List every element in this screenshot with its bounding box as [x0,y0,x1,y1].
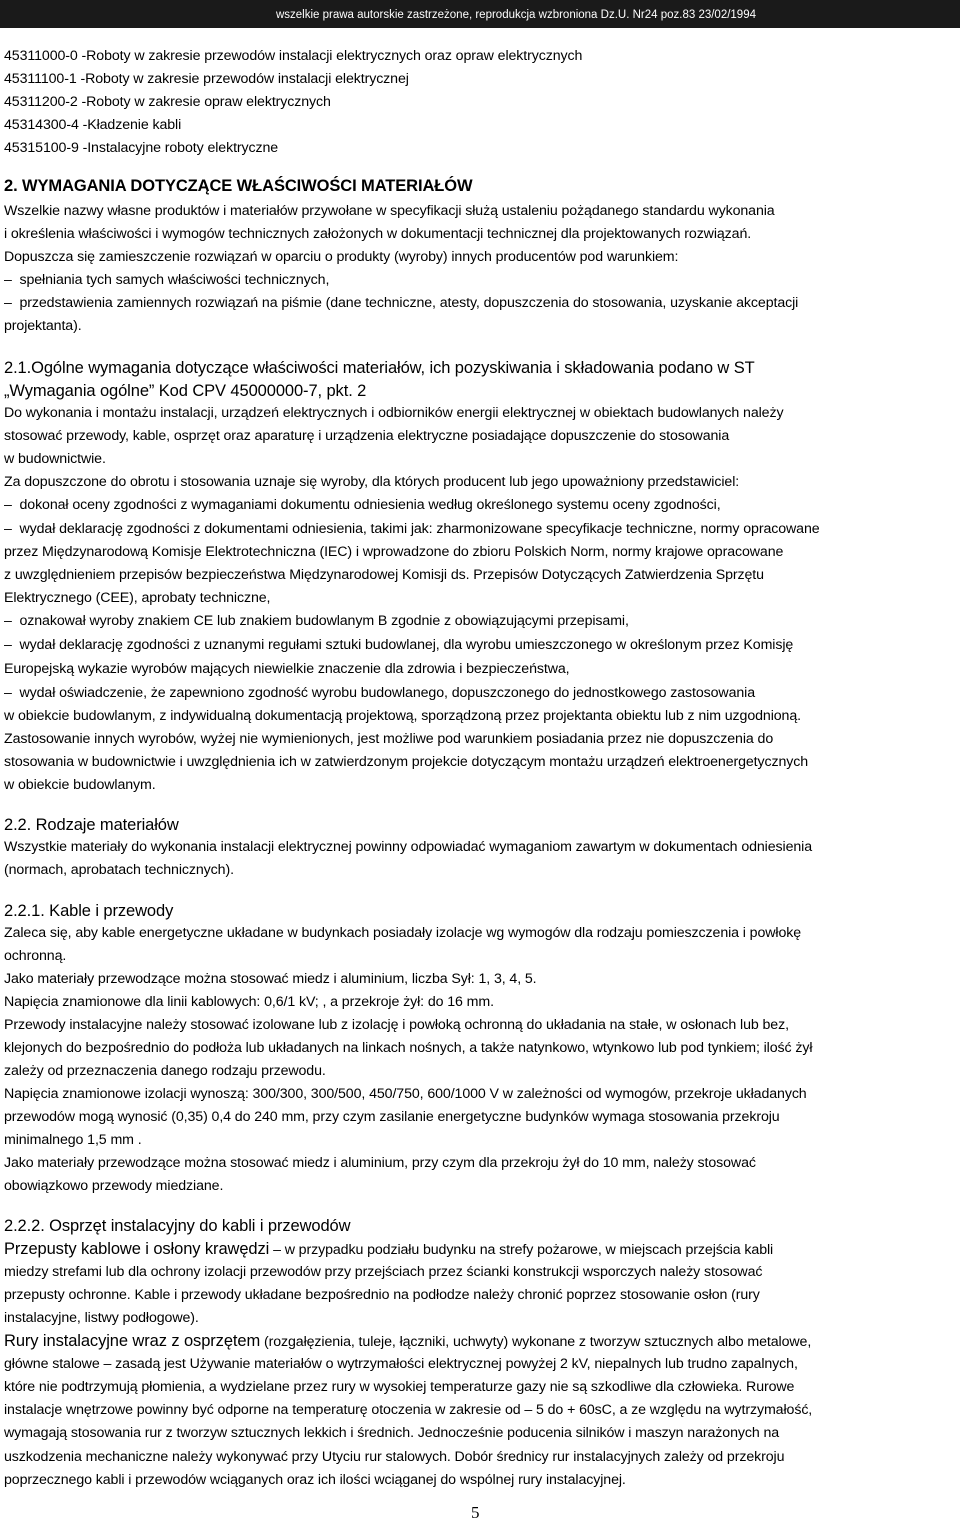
paragraph-line: ochronną. [4,948,67,964]
paragraph-line: przepusty ochronne. Kable i przewody układane bezpośrednio na podłodze należy chronić poprzez stosowanie osłon (rury [4,1287,760,1303]
paragraph-line: Zaleca się, aby kable energetyczne układane w budynkach posiadały izolacje wg wymogów dla rodzaju pomieszczenia i powłokę [4,925,802,941]
subsection-heading: 2.2.2. Osprzęt instalacyjny do kabli i przewodów [4,1217,351,1235]
paragraph-line: miedzy strefami lub dla ochrony izolacji przewodów przy przejściach przez ścianki konstrukcji wsporczych należy stosować [4,1264,763,1280]
paragraph-line: Do wykonania i montażu instalacji, urządzeń elektrycznych i odbiorników energii elektrycznej w obiektach budowlanych należy [4,405,784,421]
list-item: – oznakował wyroby znakiem CE lub znakiem budowlanym B zgodnie z obowiązującymi przepisami, [4,610,629,633]
paragraph-line: projektanta). [4,318,82,334]
paragraph-line: wymagają stosowania rur z tworzyw sztucznych lekkich i średnich. Jednocześnie poducenia silników i maszyn narażonych na [4,1425,780,1441]
paragraph-line: Wszystkie materiały do wykonania instalacji elektrycznej powinny odpowiadać wymaganiom zawartym w dokumentach odniesienia [4,839,812,855]
paragraph-line: które nie podtrzymują płomienia, a wydzielane przez rury w wysokiej temperaturze gazy nie są szkodliwe dla człowieka. Rurowe [4,1379,795,1395]
paragraph-line: w obiekcie budowlanym, z indywidualną dokumentacją projektową, sporządzoną przez projektanta obiektu lub z nim uzgodnioną. [4,708,801,724]
header-bar [0,0,960,28]
paragraph-line: uszkodzenia mechaniczne należy wykonywać przy Utyciu rur stalowych. Dobór średnicy rur instalacyjnych zależy od przekroju [4,1449,785,1465]
paragraph-text: (rozgałęzienia, tuleje, łączniki, uchwyty) wykonane z tworzyw sztucznych albo metalowe, [263,1334,812,1350]
cpv-code-line: 45311200-2 -Roboty w zakresie opraw elektrycznych [4,94,331,110]
paragraph-line: (normach, aprobatach technicznych). [4,862,234,878]
paragraph-line: Za dopuszczone do obrotu i stosowania uznaje się wyroby, dla których producent lub jego upoważniony przedstawiciel: [4,474,740,490]
paragraph-line: Zastosowanie innych wyrobów, wyżej nie wymienionych, jest możliwe pod warunkiem posiadania przez nie dopuszczenia do [4,731,774,747]
paragraph-line: w obiekcie budowlanym. [4,777,156,793]
list-item: – wydał deklarację zgodności z uznanymi regułami sztuki budowlanej, dla wyrobu umieszczonego w określonym przez Komisję [4,634,793,657]
paragraph-line: Elektrycznego (CEE), aprobaty techniczne, [4,590,271,606]
subsection-heading: 2.2.1. Kable i przewody [4,902,174,920]
cpv-code-line: 45314300-4 -Kładzenie kabli [4,117,182,133]
list-item: – wydał oświadczenie, że zapewniono zgodność wyrobu budowlanego, dopuszczonego do jednostkowego zastosowania [4,682,755,705]
paragraph-line: Napięcia znamionowe izolacji wynoszą: 300/300, 300/500, 450/750, 600/1000 V w zależności od wymogów, przekroje układanych [4,1086,807,1102]
paragraph-line [4,1330,811,1354]
list-item: – przedstawienia zamiennych rozwiązań na piśmie (dane techniczne, atesty, dopuszczenia do stosowania, uzyskanie akceptacji [4,292,798,315]
list-item: – dokonał oceny zgodności z wymaganiami dokumentu odniesienia według określonego systemu oceny zgodności, [4,494,721,517]
subsection-heading: „Wymagania ogólne” Kod CPV 45000000-7, pkt. 2 [4,382,367,400]
paragraph-line: z uwzględnieniem przepisów bezpieczeństwa Międzynarodowej Komisji ds. Przepisów Dotyczących Zatwierdzenia Sprzętu [4,567,764,583]
inline-heading: Przepusty kablowe i osłony krawędzi [4,1240,270,1258]
paragraph-line: Jako materiały przewodzące można stosować miedz i aluminium, liczba Sył: 1, 3, 4, 5. [4,971,537,987]
cpv-code-line: 45311000-0 -Roboty w zakresie przewodów instalacji elektrycznych oraz opraw elektrycznych [4,48,583,64]
paragraph-line [4,1238,773,1262]
paragraph-line: Wszelkie nazwy własne produktów i materiałów przywołane w specyfikacji służą ustaleniu pożądanego standardu wykonania [4,203,775,219]
paragraph-line: Przewody instalacyjne należy stosować izolowane lub z izolację i powłoką ochronną do układania na stałe, w osłonach lub bez, [4,1017,789,1033]
list-item: – wydał deklarację zgodności z dokumentami odniesienia, takimi jak: zharmonizowane specyfikacje techniczne, normy opracowane [4,518,820,541]
paragraph-line: instalacje wnętrzowe powinny być odporne na temperaturę otoczenia w zakresie od – 5 do + 60sC, a ze względu na wytrzymałość, [4,1402,813,1418]
paragraph-line: minimalnego 1,5 mm . [4,1132,142,1148]
paragraph-line: Europejską wykazie wyrobów mających niewielkie znaczenie dla zdrowia i bezpieczeństwa, [4,661,570,677]
cpv-code-line: 45311100-1 -Roboty w zakresie przewodów instalacji elektrycznej [4,71,409,87]
paragraph-line: stosować przewody, kable, osprzęt oraz aparaturę i urządzenia elektryczne posiadające dopuszczenie do stosowania [4,428,730,444]
paragraph-line: w budownictwie. [4,451,106,467]
subsection-heading: 2.2. Rodzaje materiałów [4,816,179,834]
copyright-notice: wszelkie prawa autorskie zastrzeżone, reprodukcja wzbroniona Dz.U. Nr24 poz.83 23/02/1994 [275,9,756,21]
paragraph-line: przewodów mogą wynosić (0,35) 0,4 do 240 mm, przy czym zasilanie energetyczne budynków wymaga stosowania przekroju [4,1109,780,1125]
cpv-code-line: 45315100-9 -Instalacyjne roboty elektryczne [4,140,279,156]
paragraph-line: stosowania w budownictwie i uwzględnienia ich w zatwierdzonym projekcie dotyczącym montażu urządzeń elektroenergetycznych [4,754,809,770]
paragraph-line: Jako materiały przewodzące można stosować miedz i aluminium, przy czym dla przekroju żył do 10 mm, należy stosować [4,1155,756,1171]
subsection-heading: 2.1.Ogólne wymagania dotyczące właściwości materiałów, ich pozyskiwania i składowania podano w ST [4,359,755,377]
paragraph-line: i określenia właściwości i wymogów technicznych założonych w dokumentacji technicznej dla projektowanych rozwiązań. [4,226,752,242]
paragraph-line: instalacyjne, listwy podłogowe). [4,1310,199,1326]
paragraph-line: zależy od przeznaczenia danego rodzaju przewodu. [4,1063,326,1079]
paragraph-line: główne stalowe – zasadą jest Używanie materiałów o wytrzymałości elektrycznej powyżej 2 kV, niepalnych lub trudno zapalnych, [4,1356,798,1372]
page-number: 5 [471,1503,480,1522]
paragraph-line: obowiązkowo przewody miedziane. [4,1178,224,1194]
section-heading: 2. WYMAGANIA DOTYCZĄCE WŁAŚCIWOŚCI MATERIAŁÓW [4,177,473,195]
paragraph-line: poprzecznego kabli i przewodów wciąganych oraz ich ilości wciąganej do wspólnej rury instalacyjnej. [4,1472,626,1488]
list-item: – spełniania tych samych właściwości technicznych, [4,269,329,292]
paragraph-line: klejonych do bezpośrednio do podłoża lub układanych na linkach nośnych, a także natynkowo, wtynkowo lub pod tynkiem; ilość żył [4,1040,813,1056]
paragraph-text: – w przypadku podziału budynku na strefy pożarowe, w miejscach przejścia kabli [273,1242,774,1258]
paragraph-line: Napięcia znamionowe dla linii kablowych: 0,6/1 kV; , a przekroje żył: do 16 mm. [4,994,494,1010]
paragraph-line: Dopuszcza się zamieszczenie rozwiązań w oparciu o produkty (wyroby) innych producentów pod warunkiem: [4,249,679,265]
paragraph-line: przez Międzynarodową Komisje Elektrotechniczna (IEC) i wprowadzone do zbioru Polskich Norm, normy krajowe opracowane [4,544,784,560]
inline-heading: Rury instalacyjne wraz z osprzętem [4,1332,261,1350]
